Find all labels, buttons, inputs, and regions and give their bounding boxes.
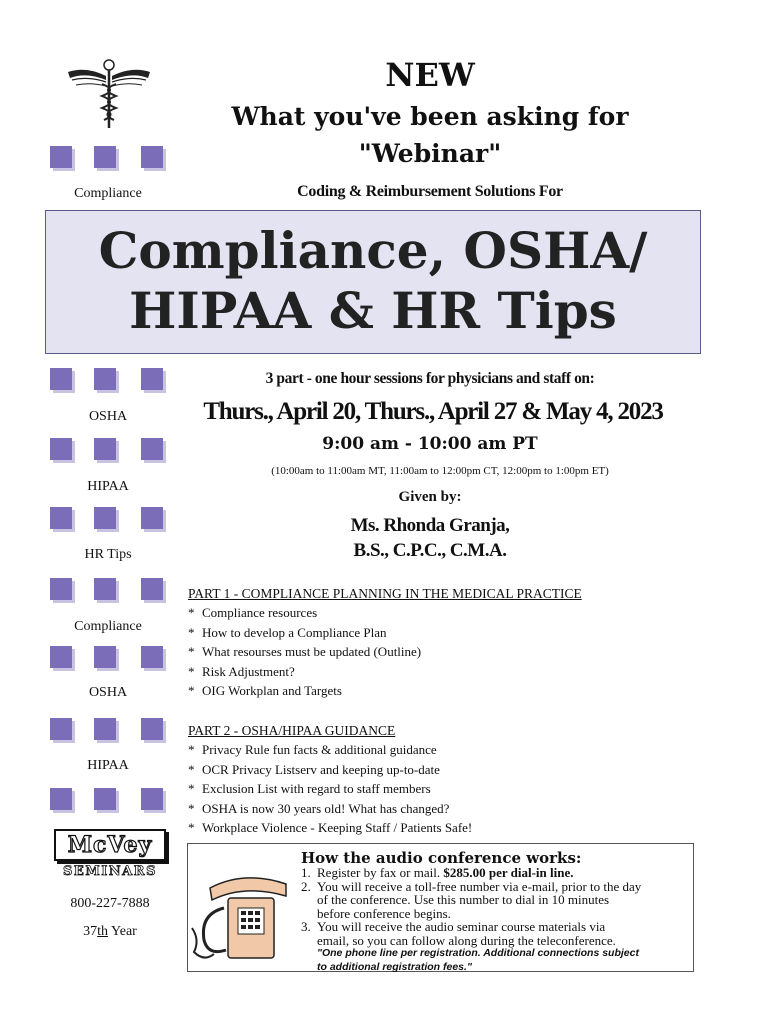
list-item: * Compliance resources <box>188 605 421 625</box>
speaker-name: Ms. Rhonda Granja, <box>350 515 510 536</box>
square-row <box>50 578 168 602</box>
part1-list <box>188 605 421 703</box>
telephone-icon <box>190 870 298 966</box>
phone-number: 800-227-7888 <box>70 896 150 911</box>
how-step-2-line-3: before conference begins. <box>317 905 451 921</box>
title-box <box>45 210 701 354</box>
list-item: * Risk Adjustment? <box>188 664 421 684</box>
list-item: * OSHA is now 30 years old! What has changed? <box>188 801 472 821</box>
logo-wordmark: McVey <box>67 832 153 858</box>
given-by: Given by: <box>398 489 462 505</box>
square-row <box>50 438 168 462</box>
header-tagline: What you've been asking for <box>231 102 629 131</box>
how-note-line-2: to additional registration fees." <box>317 960 472 973</box>
year-suffix: th <box>97 924 109 939</box>
how-step-3: 3. You will receive the audio seminar course materials via <box>301 919 606 934</box>
schedule-time: 9:00 am - 10:00 am PT <box>322 434 538 454</box>
how-list <box>301 866 693 974</box>
part2-list <box>188 742 472 840</box>
square-row <box>50 507 168 531</box>
speaker-credentials: B.S., C.P.C., C.M.A. <box>353 540 507 561</box>
square-row <box>50 646 168 670</box>
list-item: * How to develop a Compliance Plan <box>188 625 421 645</box>
header-subtitle: Coding & Reimbursement Solutions For <box>297 183 563 200</box>
header-webinar: "Webinar" <box>358 139 502 168</box>
schedule-intro: 3 part - one hour sessions for physicians and staff on: <box>265 370 595 387</box>
list-item: * Workplace Violence - Keeping Staff / Patients Safe! <box>188 820 472 840</box>
how-step-1: 1. Register by fax or mail. $285.00 per dial-in line. <box>301 865 574 880</box>
list-item: * Exclusion List with regard to staff members <box>188 781 472 801</box>
mcvey-logo <box>54 829 166 861</box>
how-step-2: 2. You will receive a toll-free number via e-mail, prior to the day <box>301 878 642 894</box>
how-step-3-line-1: You will receive the audio seminar course materials via <box>317 919 606 934</box>
sidebar-label-hipaa: HIPAA <box>87 479 129 494</box>
header-new: NEW <box>385 56 475 94</box>
schedule-dates: Thurs., April 20, Thurs., April 27 & May 4, 2023 <box>203 398 663 425</box>
logo-seminars: SEMINARS <box>63 864 157 879</box>
square-row <box>50 368 168 392</box>
year-badge <box>54 924 166 940</box>
sidebar-label-osha: OSHA <box>88 409 128 424</box>
how-step-2-line-2: of the conference. Use this number to dial in 10 minutes <box>317 892 610 907</box>
list-item: * OCR Privacy Listserv and keeping up-to-date <box>188 762 472 782</box>
part2-title: PART 2 - OSHA/HIPAA GUIDANCE <box>188 723 396 738</box>
year-word: Year <box>111 924 137 939</box>
how-step-1-text: Register by fax or mail. <box>317 865 441 880</box>
list-item: * What resourses must be updated (Outline) <box>188 644 421 664</box>
year-number: 37 <box>83 924 98 939</box>
square-row <box>50 788 168 812</box>
title-line-2: HIPAA & HR Tips <box>129 281 617 340</box>
list-item: * Privacy Rule fun facts & additional guidance <box>188 742 472 762</box>
sidebar-label-hipaa: HIPAA <box>87 758 129 773</box>
sidebar-label-compliance: Compliance <box>74 619 142 634</box>
square-row <box>50 146 168 170</box>
part1-title: PART 1 - COMPLIANCE PLANNING IN THE MEDICAL PRACTICE <box>188 586 582 601</box>
square-row <box>50 718 168 742</box>
how-step-1-price: $285.00 per dial-in line. <box>443 865 574 880</box>
sidebar-label-compliance: Compliance <box>74 186 142 201</box>
how-step-3-line-2: email, so you can follow along during the teleconference. <box>317 932 616 948</box>
title-line-1: Compliance, OSHA/ <box>98 221 648 280</box>
sidebar-label-hr-tips: HR Tips <box>84 547 132 562</box>
list-item: * OIG Workplan and Targets <box>188 683 421 703</box>
how-title: How the audio conference works: <box>301 849 582 867</box>
caduceus-icon <box>66 58 152 130</box>
sidebar-label-osha: OSHA <box>88 685 128 700</box>
how-note-line-1: "One phone line per registration. Additional connections subject <box>317 947 639 959</box>
how-it-works-box <box>187 843 694 972</box>
how-step-2-line-1: You will receive a toll-free number via e-mail, prior to the day <box>317 878 642 894</box>
schedule-timezones: (10:00am to 11:00am MT, 11:00am to 12:00pm CT, 12:00pm to 1:00pm ET) <box>271 465 609 477</box>
